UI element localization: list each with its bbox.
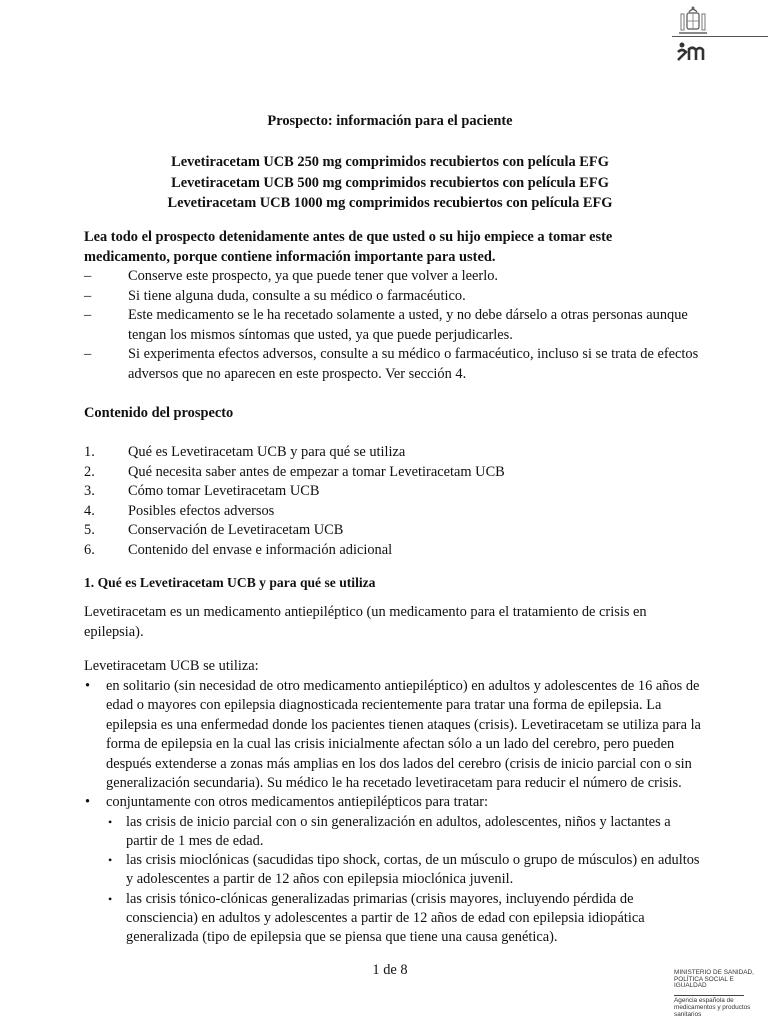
section1-heading: 1. Qué es Levetiracetam UCB y para qué se utiliza	[84, 575, 376, 590]
bullet-marker: •	[108, 814, 113, 829]
warning-line: medicamento, porque contiene información importante para usted.	[84, 248, 496, 265]
uses-item: • en solitario (sin necesidad de otro medicamento antiepiléptico) en adultos y adolescentes de 16 años de edad o mayores con epilepsia diagnosticada recientemente para tratar una forma de epilepsia. La epilepsia es una enfermedad donde los pacientes tienen ataques (crisis). Levetiracetam se utiliza para la forma de epilepsia en la cual las crisis inicialmente afectan sólo a un lado del cerebro, pero pueden después extenderse a zonas más amplias en los dos lados del cerebro (crisis de inicio parcial con o sin generalización secundaria). Su médico le ha recetado levetiracetam para reducir el número de crisis.	[85, 678, 701, 792]
contents-item: 6. Contenido del envase e información adicional	[84, 541, 393, 558]
medicine-names	[84, 152, 696, 214]
coat-of-arms-icon	[676, 4, 710, 38]
page-number: 1 de 8	[372, 962, 408, 978]
combined-use-item: • las crisis tónico-clónicas generalizadas primarias (crisis mayores, incluyendo pérdida de consciencia) en adultos y adolescentes a partir de 12 años de edad con epilepsia idiopática generalizada (tipo de epilepsia que se piensa que tiene una causa genética).	[108, 890, 645, 946]
advice-item: – Si experimenta efectos adversos, consulte a su médico o farmacéutico, incluso si se trata de efectos adversos que no aparecen en este prospecto. Ver sección 4.	[84, 346, 699, 382]
contents-heading: Contenido del prospecto	[84, 405, 234, 421]
contents-item: 2. Qué necesita saber antes de empezar a tomar Levetiracetam UCB	[84, 463, 505, 480]
warning-line: Lea todo el prospecto detenidamente antes de que usted o su hijo empiece a tomar este	[84, 229, 613, 245]
uses-item: • conjuntamente con otros medicamentos antiepilépticos para tratar: • las crisis de inicio parcial con o sin generalización en adultos, adolescentes, niños y lactantes a partir de 1 mes de edad. • las crisis mioclónicas (sacudidas tipo shock, cortas, de un músculo o grupo de músculos) en adultos y adolescentes a partir de 12 años con epilepsia mioclónica juvenil. • las crisis tónico-clónicas generalizadas primarias (crisis mayores, incluyendo pérdida de consciencia) en adultos y adolescentes a partir de 12 años de edad con epilepsia idiopática generalizada (tipo de epilepsia que se piensa que tiene una causa genética).	[84, 793, 704, 947]
contents-item: 3. Cómo tomar Levetiracetam UCB	[84, 483, 320, 499]
dash-marker: –	[84, 346, 92, 362]
contents-item: 1. Qué es Levetiracetam UCB y para qué se utiliza	[84, 444, 406, 460]
advice-item: – Si tiene alguna duda, consulte a su médico o farmacéutico.	[84, 287, 704, 307]
contents-list	[84, 443, 704, 560]
section1-paragraph: Levetiracetam es un medicamento antiepiléptico (un medicamento para el tratamiento de crisis en epilepsia).	[84, 604, 647, 640]
combined-uses-list	[106, 813, 704, 947]
contents-item: 5. Conservación de Levetiracetam UCB	[84, 522, 344, 538]
combined-use-item: • las crisis mioclónicas (sacudidas tipo shock, cortas, de un músculo o grupo de músculos) en adultos y adolescentes a partir de 12 años con epilepsia mioclónica juvenil.	[108, 852, 700, 888]
dash-marker: –	[84, 268, 92, 284]
bullet-marker: •	[108, 853, 113, 868]
agency-label: Agencia española de medicamentos y productos sanitarios	[674, 997, 751, 1018]
uses-list	[84, 677, 704, 947]
footer-rule	[674, 995, 744, 996]
ministry-label: MINISTERIO DE SANIDAD, POLÍTICA SOCIAL E IGUALDAD	[674, 969, 754, 990]
advice-item: – Conserve este prospecto, ya que puede tener que volver a leerlo.	[84, 267, 704, 287]
leaflet-title: Prospecto: información para el paciente	[267, 113, 513, 129]
contents-item: 4. Posibles efectos adversos	[84, 502, 275, 519]
combined-use-item: • las crisis de inicio parcial con o sin generalización en adultos, adolescentes, niños y lactantes a partir de 1 mes de edad.	[108, 813, 671, 850]
medicine-name: Levetiracetam UCB 1000 mg comprimidos recubiertos con película EFG	[167, 195, 613, 211]
medicine-name: Levetiracetam UCB 250 mg comprimidos recubiertos con película EFG	[171, 154, 609, 170]
agency-logo-icon	[676, 40, 710, 62]
uses-intro: Levetiracetam UCB se utiliza:	[84, 658, 259, 674]
header-rule	[672, 36, 768, 37]
advice-item: – Este medicamento se le ha recetado solamente a usted, y no debe dárselo a otras personas aunque tengan los mismos síntomas que usted, ya que puede perjudicarles.	[84, 307, 688, 343]
bullet-marker: •	[85, 678, 91, 694]
bullet-marker: •	[85, 794, 91, 811]
advice-list	[84, 267, 704, 384]
dash-marker: –	[84, 307, 92, 323]
read-warning	[84, 228, 714, 267]
dash-marker: –	[84, 287, 92, 304]
medicine-name: Levetiracetam UCB 500 mg comprimidos recubiertos con película EFG	[171, 174, 609, 191]
bullet-marker: •	[108, 891, 113, 906]
